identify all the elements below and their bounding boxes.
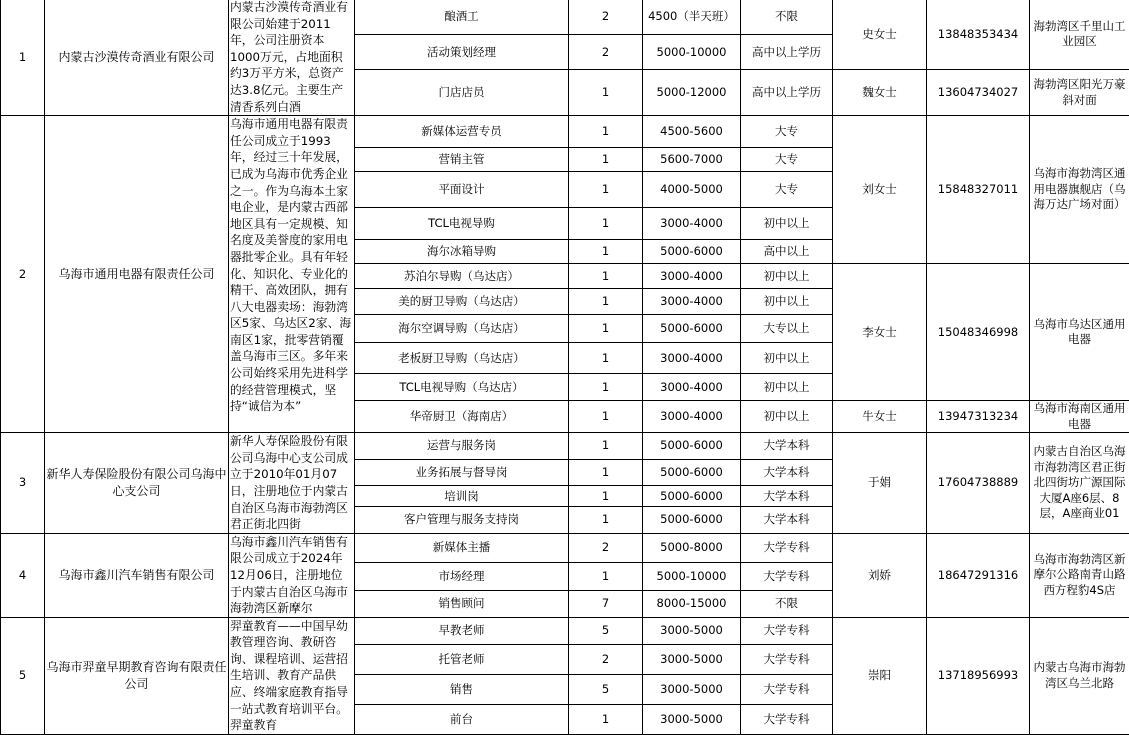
job-title: 平面设计 — [355, 172, 569, 208]
table-row — [1, 617, 1129, 645]
company-number: 5 — [1, 617, 45, 734]
contact-phone: 13947313234 — [927, 401, 1030, 433]
contact-address: 乌海市乌达区通用电器 — [1030, 264, 1129, 401]
contact-address: 内蒙古自治区乌海市海勃湾区君正街北四街坊广源国际大厦A座6层、8层，A座商业01 — [1030, 433, 1129, 534]
company-name: 内蒙古沙漠传奇酒业有限公司 — [45, 0, 229, 116]
table-row — [1, 116, 1129, 148]
job-education: 大学专科 — [741, 675, 833, 705]
job-count: 1 — [569, 562, 643, 591]
job-salary: 5000-6000 — [643, 486, 741, 507]
job-education: 不限 — [741, 0, 833, 35]
job-title: 销售 — [355, 675, 569, 705]
job-salary: 5000-6000 — [643, 459, 741, 485]
job-count: 1 — [569, 343, 643, 374]
contact-address: 乌海市海勃湾区新摩尔公路南青山路西方程豹4S店 — [1030, 533, 1129, 617]
job-count: 2 — [569, 0, 643, 35]
contact-address: 海勃湾区阳光万豪斜对面 — [1030, 70, 1129, 116]
job-education: 大学本科 — [741, 486, 833, 507]
contact-name: 魏女士 — [833, 70, 927, 116]
job-title: 客户管理与服务支持岗 — [355, 507, 569, 534]
job-education: 大专 — [741, 172, 833, 208]
job-count: 1 — [569, 459, 643, 485]
job-salary: 3000-5000 — [643, 704, 741, 734]
job-salary: 5000-6000 — [643, 240, 741, 264]
job-education: 高中以上学历 — [741, 70, 833, 116]
job-education: 大学专科 — [741, 562, 833, 591]
job-salary: 5000-12000 — [643, 70, 741, 116]
contact-name: 牛女士 — [833, 401, 927, 433]
job-count: 5 — [569, 617, 643, 645]
job-education: 大专 — [741, 116, 833, 148]
company-description: 乌海市鑫川汽车销售有限公司成立于2024年12月06日，注册地位于内蒙古自治区乌海市海勃湾区新摩尔 — [230, 534, 353, 617]
contact-address: 乌海市海勃湾区通用电器旗舰店（乌海万达广场对面） — [1030, 116, 1129, 264]
job-count: 7 — [569, 591, 643, 617]
job-education: 初中以上 — [741, 401, 833, 433]
contact-phone: 15848327011 — [927, 116, 1030, 264]
company-name: 乌海市通用电器有限责任公司 — [45, 116, 229, 433]
job-education: 大学专科 — [741, 617, 833, 645]
job-title: 苏泊尔导购（乌达店） — [355, 264, 569, 289]
job-count: 1 — [569, 433, 643, 459]
job-salary: 3000-5000 — [643, 617, 741, 645]
job-education: 大学本科 — [741, 459, 833, 485]
job-count: 2 — [569, 645, 643, 675]
contact-phone: 15048346998 — [927, 264, 1030, 401]
job-education: 大专以上 — [741, 315, 833, 343]
job-title: 销售顾问 — [355, 591, 569, 617]
job-education: 大专 — [741, 148, 833, 172]
contact-name: 刘娇 — [833, 533, 927, 617]
contact-name: 史女士 — [833, 0, 927, 70]
job-count: 1 — [569, 264, 643, 289]
contact-name: 崇阳 — [833, 617, 927, 734]
job-title: 新媒体运营专员 — [355, 116, 569, 148]
contact-address: 乌海市海南区通用电器 — [1030, 401, 1129, 433]
job-count: 1 — [569, 70, 643, 116]
job-education: 初中以上 — [741, 343, 833, 374]
job-education: 初中以上 — [741, 264, 833, 289]
contact-address: 海勃湾区千里山工业园区 — [1030, 0, 1129, 70]
job-count: 1 — [569, 116, 643, 148]
job-salary: 3000-4000 — [643, 264, 741, 289]
job-title: 华帝厨卫（海南店） — [355, 401, 569, 433]
job-title: 门店店员 — [355, 70, 569, 116]
job-title: 前台 — [355, 704, 569, 734]
job-education: 初中以上 — [741, 208, 833, 240]
job-count: 5 — [569, 675, 643, 705]
job-title: 业务拓展与督导岗 — [355, 459, 569, 485]
job-salary: 3000-5000 — [643, 645, 741, 675]
company-description: 内蒙古沙漠传奇酒业有限公司始建于2011年，公司注册资本1000万元，占地面积约3万平方米，总资产达3.8亿元。主要生产清香系列白酒 — [230, 0, 353, 115]
job-title: 酿酒工 — [355, 0, 569, 35]
job-education: 大学专科 — [741, 645, 833, 675]
job-education: 不限 — [741, 591, 833, 617]
job-education: 高中以上 — [741, 240, 833, 264]
company-number: 3 — [1, 433, 45, 534]
job-title: 托管老师 — [355, 645, 569, 675]
contact-name: 于娟 — [833, 433, 927, 534]
job-count: 1 — [569, 148, 643, 172]
job-salary: 5000-6000 — [643, 315, 741, 343]
contact-phone: 13718956993 — [927, 617, 1030, 734]
job-salary: 3000-4000 — [643, 208, 741, 240]
contact-address: 内蒙古乌海市海勃湾区乌兰北路 — [1030, 617, 1129, 734]
job-title: 营销主管 — [355, 148, 569, 172]
table-row — [1, 0, 1129, 35]
job-title: 新媒体主播 — [355, 533, 569, 562]
company-description: 羿童教育——中国早幼教管理咨询、教研咨询、课程培训、运营招生培训、教育产品供应、终端家庭教育指导一站式教育培训平台。羿童教育 — [230, 618, 353, 734]
job-count: 1 — [569, 374, 643, 401]
job-count: 1 — [569, 289, 643, 315]
job-count: 1 — [569, 704, 643, 734]
job-title: 运营与服务岗 — [355, 433, 569, 459]
job-title: TCL电视导购（乌达店） — [355, 374, 569, 401]
job-title: 早教老师 — [355, 617, 569, 645]
job-title: 活动策划经理 — [355, 35, 569, 70]
job-salary: 3000-4000 — [643, 289, 741, 315]
job-salary: 3000-4000 — [643, 401, 741, 433]
job-salary: 4500（半天班） — [643, 0, 741, 35]
job-title: TCL电视导购 — [355, 208, 569, 240]
job-title: 培训岗 — [355, 486, 569, 507]
job-salary: 5000-6000 — [643, 507, 741, 534]
job-education: 初中以上 — [741, 289, 833, 315]
job-salary: 5000-6000 — [643, 433, 741, 459]
contact-name: 刘女士 — [833, 116, 927, 264]
job-education: 大学本科 — [741, 433, 833, 459]
job-education: 大学专科 — [741, 704, 833, 734]
company-name: 乌海市鑫川汽车销售有限公司 — [45, 533, 229, 617]
job-salary: 5600-7000 — [643, 148, 741, 172]
job-salary: 3000-4000 — [643, 374, 741, 401]
job-title: 海尔空调导购（乌达店） — [355, 315, 569, 343]
job-education: 大学本科 — [741, 507, 833, 534]
job-salary: 3000-4000 — [643, 343, 741, 374]
job-education: 高中以上学历 — [741, 35, 833, 70]
job-count: 1 — [569, 240, 643, 264]
job-count: 1 — [569, 172, 643, 208]
contact-phone: 13848353434 — [927, 0, 1030, 70]
job-salary: 4500-5600 — [643, 116, 741, 148]
company-name: 新华人寿保险股份有限公司乌海中心支公司 — [45, 433, 229, 534]
job-title: 海尔冰箱导购 — [355, 240, 569, 264]
job-title: 市场经理 — [355, 562, 569, 591]
job-salary: 5000-10000 — [643, 562, 741, 591]
job-salary: 3000-5000 — [643, 675, 741, 705]
job-count: 2 — [569, 533, 643, 562]
job-count: 1 — [569, 401, 643, 433]
contact-phone: 18647291316 — [927, 533, 1030, 617]
table-row — [1, 433, 1129, 459]
job-count: 1 — [569, 486, 643, 507]
job-salary: 4000-5000 — [643, 172, 741, 208]
job-education: 大学专科 — [741, 533, 833, 562]
contact-phone: 17604738889 — [927, 433, 1030, 534]
table-row — [1, 533, 1129, 562]
company-description: 乌海市通用电器有限责任公司成立于1993年，经过三十年发展，已成为乌海市优秀企业之一。作为乌海本土家电企业，是内蒙古西部地区具有一定规模、知名度及美誉度的家用电器批零企业。具有年轻化、知识化、专业化的精干、高效团队，拥有八大电器卖场：海勃湾区5家、乌达区2家、海南区1家，批零营销覆盖乌海市三区。多年来公司始终采用先进科学的经营管理模式，坚持“诚信为本” — [230, 116, 353, 415]
job-title: 美的厨卫导购（乌达店） — [355, 289, 569, 315]
contact-phone: 13604734027 — [927, 70, 1030, 116]
job-count: 1 — [569, 208, 643, 240]
company-number: 2 — [1, 116, 45, 433]
job-count: 1 — [569, 507, 643, 534]
company-number: 1 — [1, 0, 45, 116]
job-salary: 5000-8000 — [643, 533, 741, 562]
job-count: 2 — [569, 35, 643, 70]
job-count: 1 — [569, 315, 643, 343]
company-name: 乌海市羿童早期教育咨询有限责任公司 — [45, 617, 229, 734]
job-title: 老板厨卫导购（乌达店） — [355, 343, 569, 374]
job-salary: 5000-10000 — [643, 35, 741, 70]
job-education: 初中以上 — [741, 374, 833, 401]
contact-name: 李女士 — [833, 264, 927, 401]
company-description: 新华人寿保险股份有限公司乌海中心支公司成立于2010年01月07日，注册地位于内蒙古自治区乌海市海勃湾区君正街北四街 — [230, 433, 353, 533]
job-salary: 8000-15000 — [643, 591, 741, 617]
company-number: 4 — [1, 533, 45, 617]
